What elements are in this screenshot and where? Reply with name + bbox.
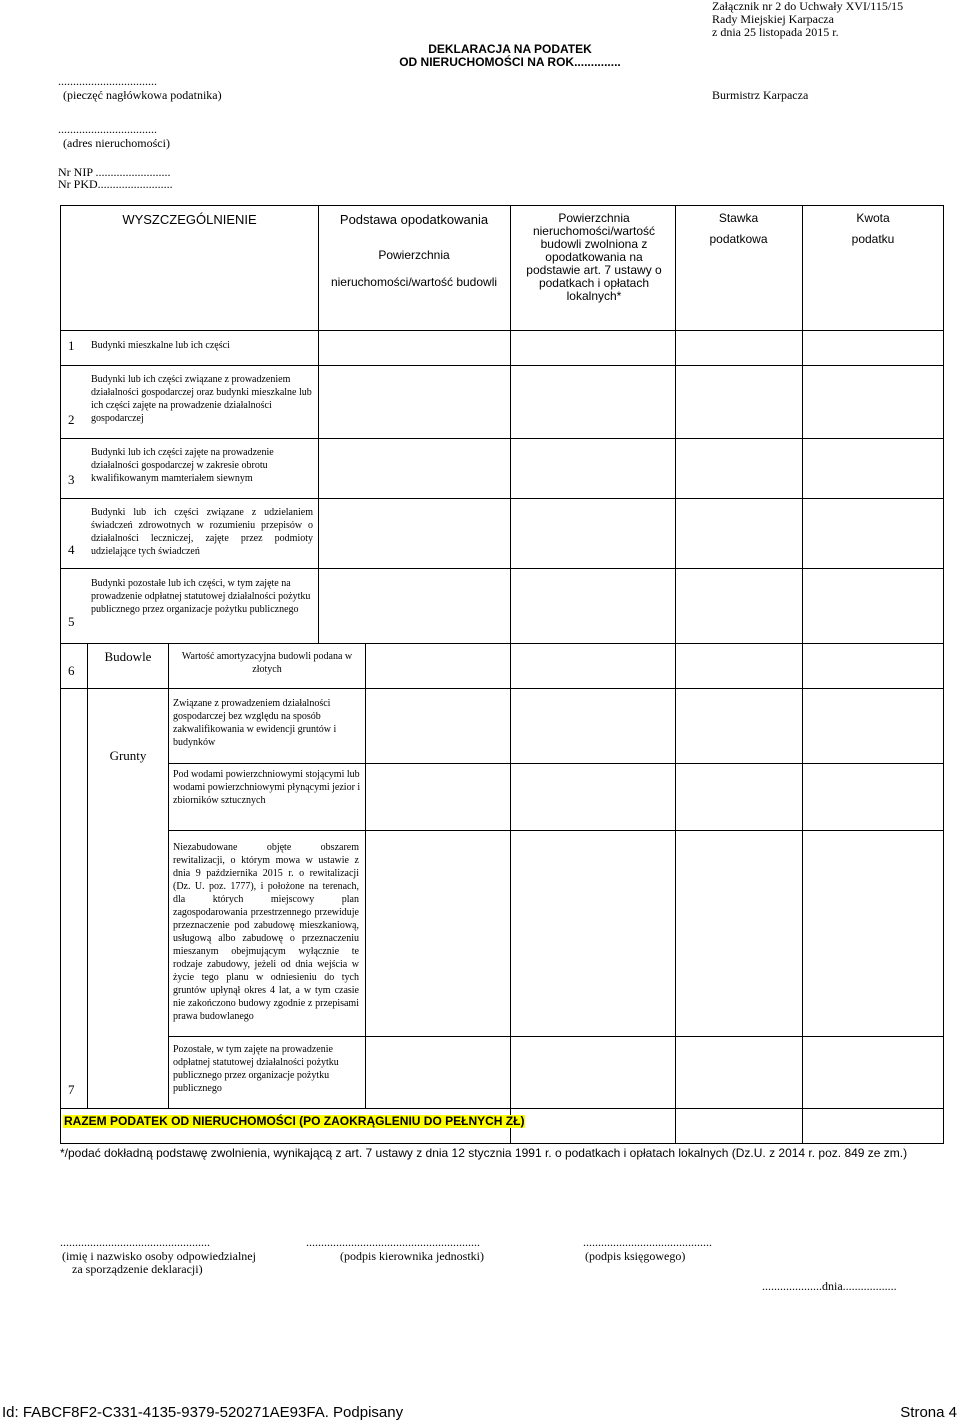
row-4-text: Budynki lub ich części związane z udzielaniem świadczeń zdrowotnych w rozumieniu przepisów o działalności leczniczej, zajęte przez podmioty udzielające tych świadczeń [91,507,313,557]
signature-1-dots: .................................................. [60,1235,210,1249]
row-1-number: 1 [68,338,75,353]
page-number: Strona 4 [900,1404,957,1421]
stamp-dots: ................................. [58,74,157,88]
annex-line-2: Rady Miejskiej Karpacza [712,12,834,26]
nip-field: Nr NIP ......................... [58,165,171,179]
declaration-title [360,43,660,69]
pkd-field: Nr PKD......................... [58,177,173,191]
footnote: */podać dokładną podstawę zwolnienia, wynikającą z art. 7 ustawy z dnia 12 stycznia 1991 r. o podatkach i opłatach lokalnych (Dz.U. z 2014 r. poz. 849 ze zm.) [60,1146,908,1160]
signature-3-label: (podpis księgowego) [585,1249,686,1263]
stamp-label: (pieczęć nagłówkowa podatnika) [63,88,222,102]
header-tax-base: Podstawa opodatkowania [339,212,489,227]
row-7-label: Grunty [109,748,147,763]
row-5-number: 5 [68,614,75,629]
header-tax-rate-line-2: podatkowa [709,232,768,246]
row-2-number: 2 [68,412,75,427]
annex-line-3: z dnia 25 listopada 2015 r. [712,25,839,39]
total-tax-label: RAZEM PODATEK OD NIERUCHOMOŚCI (PO ZAOKRĄGLENIU DO PEŁNYCH ZŁ) [64,1114,525,1128]
row-6-number: 6 [68,663,75,678]
header-tax-amount [804,212,942,246]
header-tax-amount-line-1: Kwota [856,211,890,225]
header-specification: WYSZCZEGÓLNIENIE [122,212,257,227]
row-7-item-4: Pozostałe, w tym zajęte na prowadzenie odpłatnej statutowej działalności pożytku publicznego przez organizacje pożytku publicznego [173,1044,339,1094]
header-tax-amount-line-2: podatku [851,232,895,246]
authority: Burmistrz Karpacza [712,88,809,102]
signature-1-label-line-1: (imię i nazwisko osoby odpowiedzialnej [62,1249,256,1263]
annex-note [712,0,957,39]
document-id: Id: FABCF8F2-C331-4135-9379-520271AE93FA. Podpisany [2,1404,404,1421]
signature-2-dots: .......................................................... [306,1235,480,1249]
row-7-item-1: Związane z prowadzeniem działalności gospodarczej bez względu na sposób zakwalifikowania w ewidencji gruntów i budynków [173,698,337,748]
header-tax-rate [677,212,800,246]
header-exempt-area: Powierzchnia nieruchomości/wartość budowli zwolniona z opodatkowania na podstawie art. 7 ustawy o podatkach i opłatach lokalnych* [526,211,662,303]
signature-2-label: (podpis kierownika jednostki) [340,1249,484,1263]
row-7-number: 7 [68,1082,75,1097]
address-dots: ................................. [58,122,157,136]
row-6-label: Budowle [104,649,152,664]
signature-1-label-line-2: za sporządzenie deklaracji) [72,1262,203,1276]
title-line-2: OD NIERUCHOMOŚCI NA ROK.............. [399,55,621,69]
row-1-text: Budynki mieszkalne lub ich części [91,340,230,351]
address-label: (adres nieruchomości) [63,136,170,150]
annex-line-1: Załącznik nr 2 do Uchwały XVI/115/15 [712,0,904,13]
title-line-1: DEKLARACJA NA PODATEK [428,42,592,56]
date-field: ....................dnia.................. [762,1279,897,1293]
row-3-text: Budynki lub ich części zajęte na prowadzenie działalności gospodarczej w zakresie obrotu kwalifikowanym mamteriałem siewnym [91,447,274,484]
signature-1-label [62,1250,256,1276]
row-7-item-2: Pod wodami powierzchniowymi stojącymi lub wodami powierzchniowymi płynącymi jezior i zbiorników sztucznych [173,769,361,806]
row-7-item-3: Niezabudowane objęte obszarem rewitalizacji, o którym mowa w ustawie z dnia 9 października 2015 r. o rewitalizacji (Dz. U. poz. 1777), i położone na terenach, dla których miejscowy plan zagospodarowania przestrzennego przewiduje przeznaczenie pod zabudowę mieszkaniową, usługową albo zabudowę o przeznaczeniu mieszanym obejmującym wyłącznie te rodzaje zabudowy, jeżeli od dnia wejścia w życie tego planu w odniesieniu do tych gruntów upłynął okres 4 lat, a w tym czasie nie zakończono budowy zgodnie z przepisami prawa budowlanego [173,842,359,1022]
row-5-text: Budynki pozostałe lub ich części, w tym zajęte na prowadzenie odpłatnej statutowej działalności pożytku publicznego przez organizacje pożytku publicznego [91,578,311,615]
signature-3-dots: ........................................... [583,1235,712,1249]
header-area: Powierzchnia [378,248,450,262]
header-area-value: nieruchomości/wartość budowli [330,275,498,289]
row-2-text: Budynki lub ich części związane z prowadzeniem działalności gospodarczej oraz budynki mieszkalne lub ich części zajęte na prowadzenie działalności gospodarczej [91,374,312,424]
row-3-number: 3 [68,472,75,487]
header-tax-rate-line-1: Stawka [718,211,759,225]
row-6-text: Wartość amortyzacyjna budowli podana w złotych [181,651,353,675]
row-4-number: 4 [68,542,75,557]
